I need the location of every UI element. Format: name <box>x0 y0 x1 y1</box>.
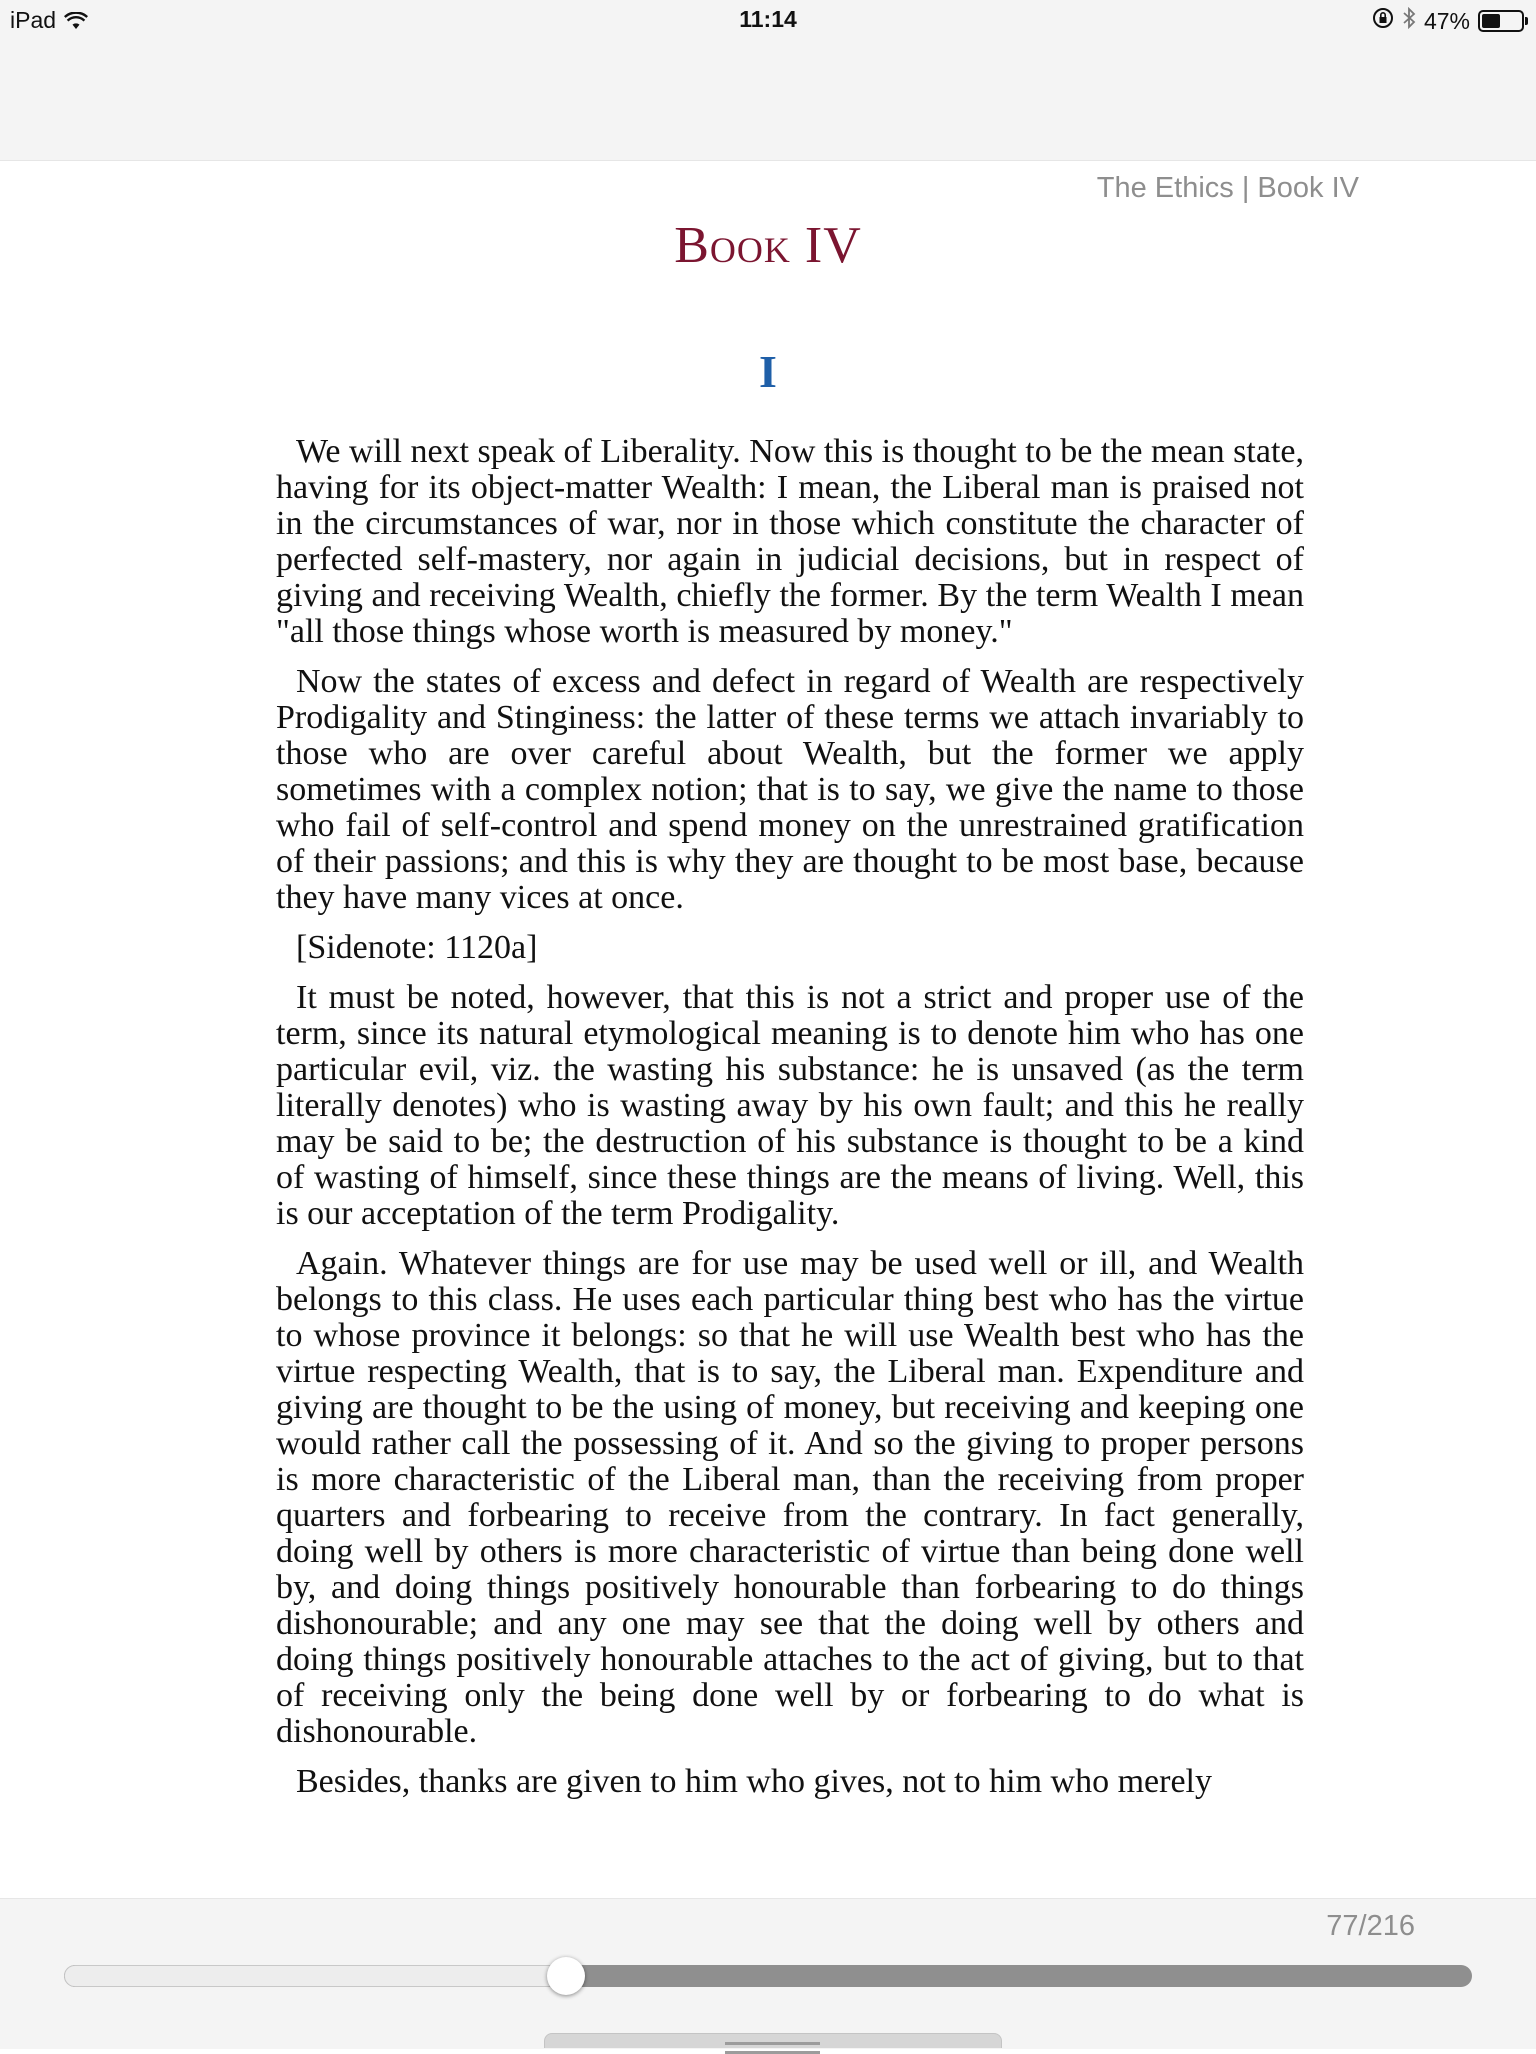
device-name: iPad <box>10 7 57 33</box>
book-text <box>276 434 1304 1844</box>
drawer-grip-icon <box>725 2042 820 2054</box>
battery-icon <box>1478 10 1524 32</box>
chapter-number: I <box>759 346 777 397</box>
paragraph: Besides, thanks are given to him who gives, not to him who merely <box>296 1763 1212 1800</box>
bluetooth-icon <box>1402 7 1416 35</box>
page-scrubber-thumb[interactable] <box>547 1957 585 1995</box>
orientation-lock-icon <box>1372 7 1394 35</box>
battery-percent: 47% <box>1423 7 1470 34</box>
book-title: Book IV <box>674 217 862 274</box>
status-time: 11:14 <box>739 6 797 32</box>
paragraph: It must be noted, however, that this is not a strict and proper use of the term, since its natural etymological meaning is to denote him who has one particular evil, viz. the wasting his substance: he is unsaved (as the term literally denotes) who is wasting away by his own fault; and this he really may be said to be; the destruction of his substance is thought to be a kind of wasting of himself, since these things are the means of living. Well, this is our acceptation of the term Prodigality. <box>276 979 1304 1232</box>
bottom-drawer-handle[interactable] <box>544 2033 1002 2048</box>
paragraph: We will next speak of Liberality. Now this is thought to be the mean state, having for its object-matter Wealth: I mean, the Liberal man is praised not in the circumstances of war, nor in those which constitute the character of perfected self-mastery, nor again in judicial decisions, but in respect of giving and receiving Wealth, chiefly the former. By the term Wealth I mean "all those things whose worth is measured by money." <box>276 434 1304 650</box>
paragraph: Again. Whatever things are for use may be used well or ill, and Wealth belongs to this class. He uses each particular thing best who has the virtue to whose province it belongs: so that he will use Wealth best who has the virtue respecting Wealth, that is to say, the Liberal man. Expenditure and giving are thought to be the using of money, but receiving and keeping one would rather call the possessing of it. And so the giving to proper persons is more characteristic of the Liberal man, than the receiving from proper quarters and forbearing to receive from the contrary. In fact generally, doing well by others is more characteristic of virtue than being done well by, and doing things positively honourable than forbearing to do things dishonourable; and any one may see that the doing well by others and doing things positively honourable attaches to the act of giving, but to that of receiving only the being done well by or forbearing to do what is dishonourable. <box>276 1245 1304 1750</box>
page-scrubber-read-portion <box>64 1965 566 1987</box>
running-header: The Ethics | Book IV <box>1096 172 1359 204</box>
page-counter: 77/216 <box>1326 1910 1415 1942</box>
battery-fill <box>1482 14 1500 28</box>
paragraph: Now the states of excess and defect in regard of Wealth are respectively Prodigality and Stinginess: the latter of these terms we attach invariably to those who are over careful about Wealth, but the former we apply sometimes with a complex notion; that is to say, we give the name to those who fail of self-control and spend money on the unrestrained gratification of their passions; and this is why they are thought to be most base, because they have many vices at once. <box>276 663 1304 916</box>
status-bar <box>0 0 1536 40</box>
sidenote: [Sidenote: 1120a] <box>296 929 538 966</box>
status-right <box>1372 7 1524 35</box>
page-scrubber[interactable] <box>64 1965 1472 1987</box>
